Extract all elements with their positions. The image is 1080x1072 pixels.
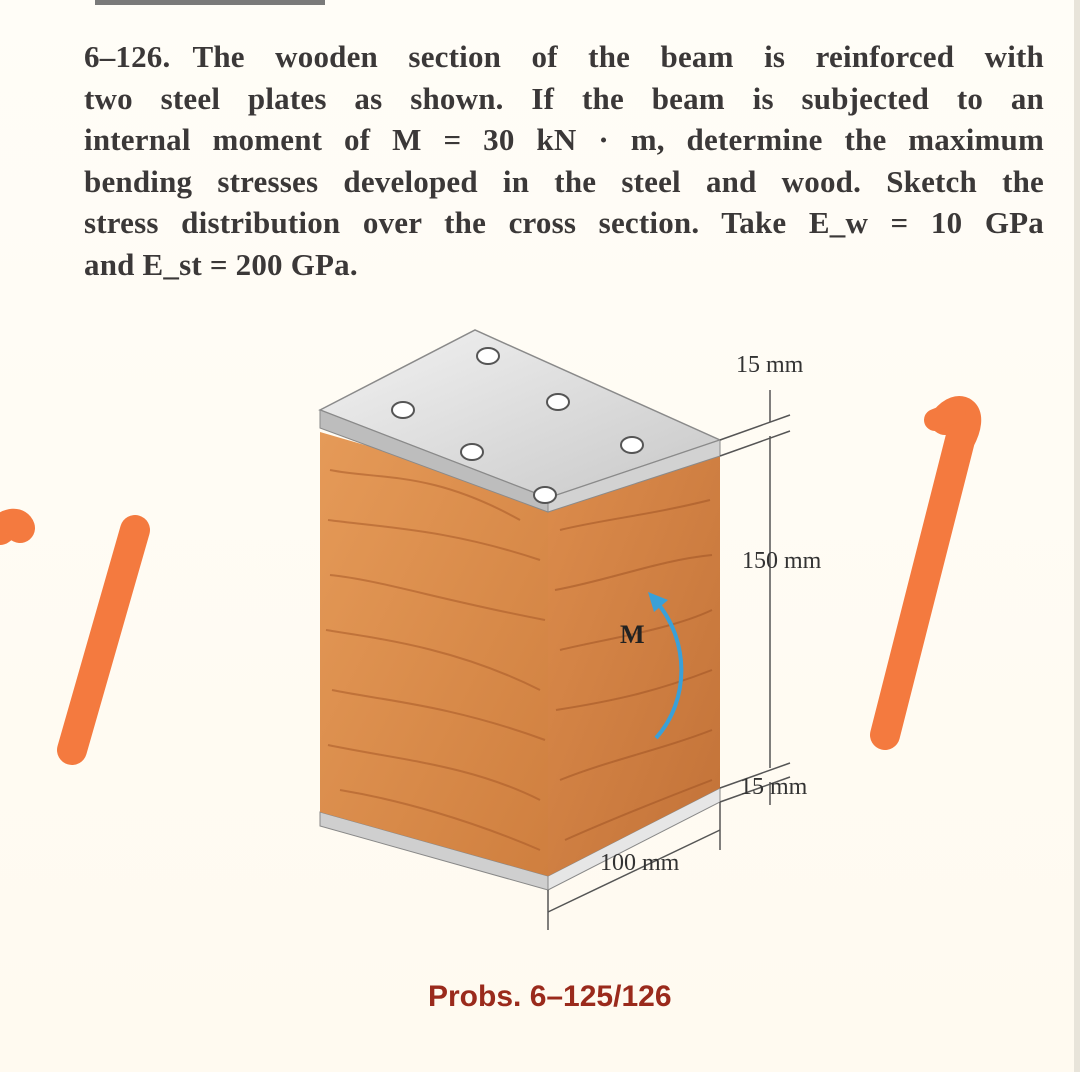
- problem-line-4: bending stresses developed in the steel and wood. Sketch the: [84, 163, 1044, 199]
- problem-line-1: 6–126. The wooden section of the beam is reinforced with: [84, 39, 1044, 74]
- dim-width: 100 mm: [600, 850, 680, 876]
- problem-number: 6–126.: [84, 39, 171, 74]
- dim-top-plate: 15 mm: [736, 352, 804, 378]
- problem-line-5: stress distribution over the cross section. Take E_w = 10 GPa: [84, 205, 1044, 240]
- problem-line-3: internal moment of M = 30 kN · m, determine the maximum: [84, 122, 1044, 157]
- problem-line-2: two steel plates as shown. If the beam is subjected to an: [84, 80, 1044, 116]
- problem-line-6: and E_st = 200 GPa.: [84, 246, 358, 282]
- dim-wood-height: 150 mm: [742, 548, 822, 574]
- dim-bottom-plate: 15 mm: [740, 774, 808, 800]
- figure-caption: Probs. 6–125/126: [428, 980, 672, 1013]
- moment-label: M: [620, 620, 645, 649]
